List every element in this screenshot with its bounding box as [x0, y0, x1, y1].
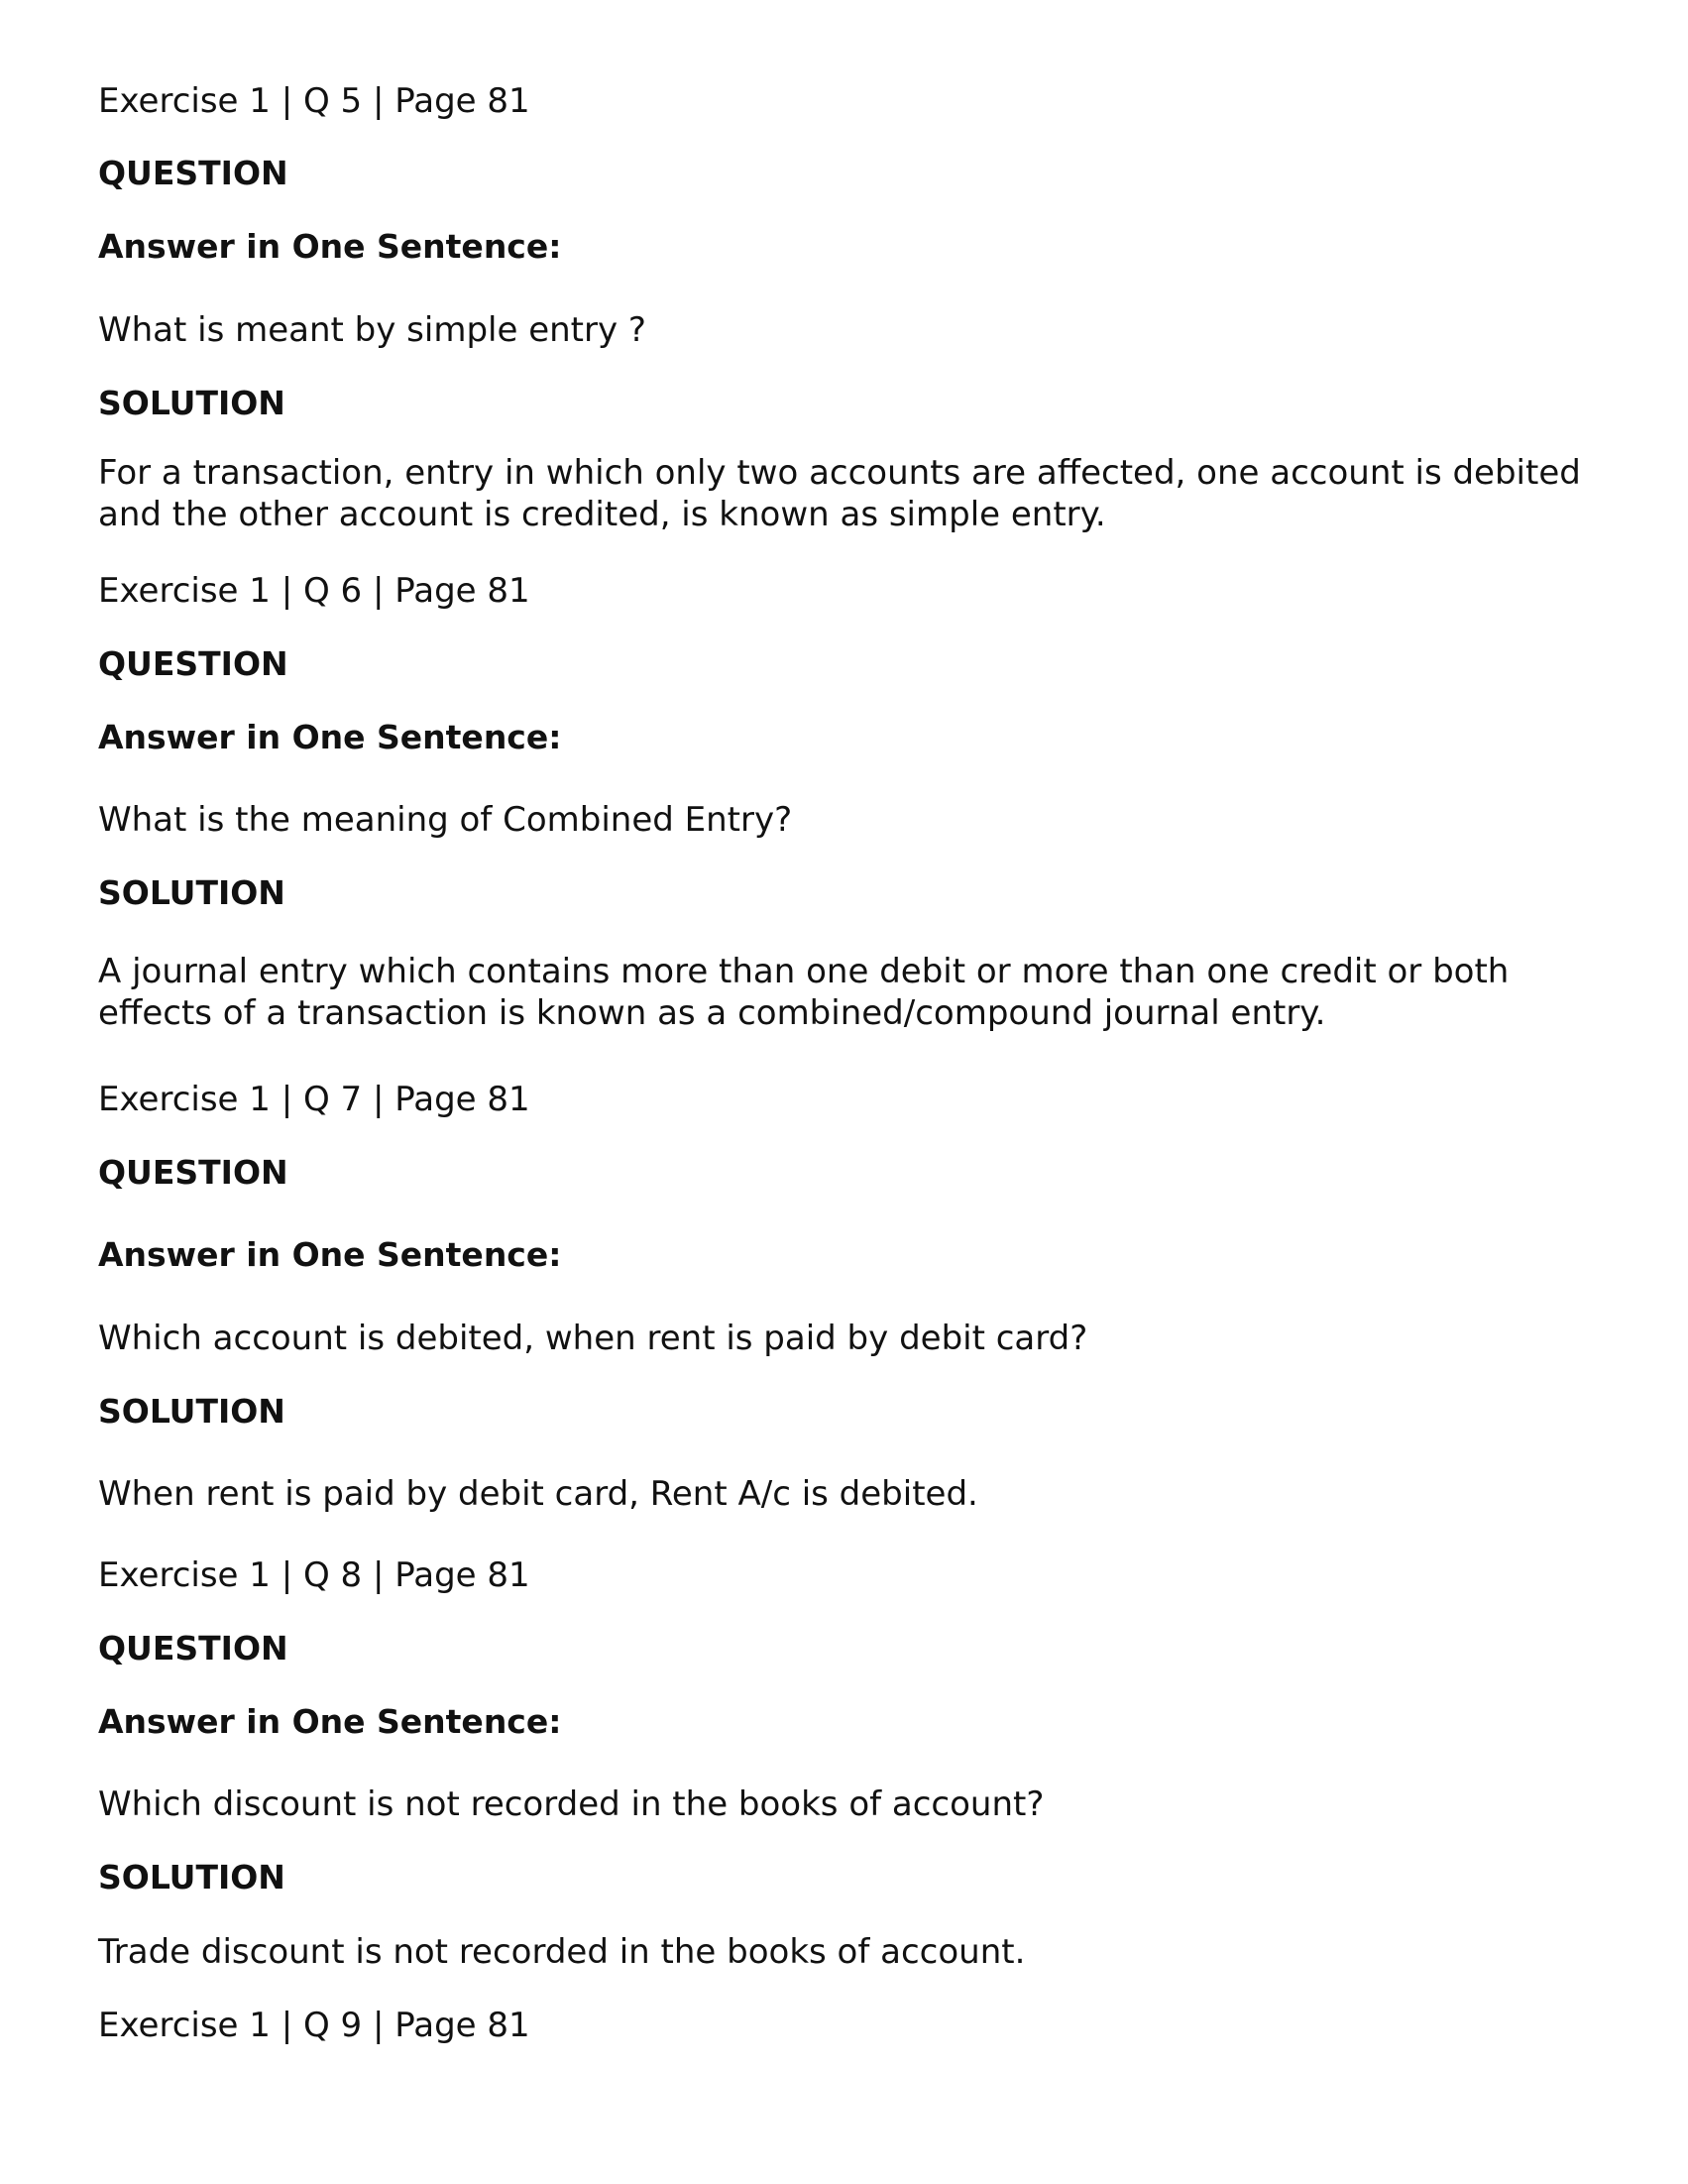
instruction-heading: Answer in One Sentence:: [98, 1702, 562, 1741]
question-label: QUESTION: [98, 644, 288, 683]
question-text: What is the meaning of Combined Entry?: [98, 800, 793, 840]
exercise-reference: Exercise 1 | Q 7 | Page 81: [98, 1080, 530, 1119]
solution-text: Trade discount is not recorded in the books of account.: [98, 1932, 1026, 1972]
question-label: QUESTION: [98, 1629, 288, 1667]
question-label: QUESTION: [98, 154, 288, 192]
instruction-heading: Answer in One Sentence:: [98, 1235, 562, 1274]
question-text: Which account is debited, when rent is paid by debit card?: [98, 1319, 1088, 1358]
exercise-reference: Exercise 1 | Q 8 | Page 81: [98, 1555, 530, 1595]
solution-label: SOLUTION: [98, 1858, 285, 1897]
instruction-heading: Answer in One Sentence:: [98, 227, 562, 266]
exercise-reference: Exercise 1 | Q 9 | Page 81: [98, 2006, 530, 2045]
solution-label: SOLUTION: [98, 1392, 285, 1431]
instruction-heading: Answer in One Sentence:: [98, 718, 562, 756]
exercise-reference: Exercise 1 | Q 5 | Page 81: [98, 81, 530, 121]
question-text: What is meant by simple entry ?: [98, 310, 646, 350]
exercise-reference: Exercise 1 | Q 6 | Page 81: [98, 571, 530, 611]
question-label: QUESTION: [98, 1153, 288, 1192]
solution-label: SOLUTION: [98, 873, 285, 912]
question-text: Which discount is not recorded in the books of account?: [98, 1784, 1045, 1824]
solution-label: SOLUTION: [98, 384, 285, 422]
solution-text: A journal entry which contains more than one debit or more than one credit or both effects of a transaction is known as a combined/compound journal entry.: [98, 952, 1510, 1033]
solution-text: For a transaction, entry in which only two accounts are affected, one account is debited and the other account is credited, is known as simple entry.: [98, 453, 1581, 534]
solution-text: When rent is paid by debit card, Rent A/c is debited.: [98, 1474, 978, 1514]
